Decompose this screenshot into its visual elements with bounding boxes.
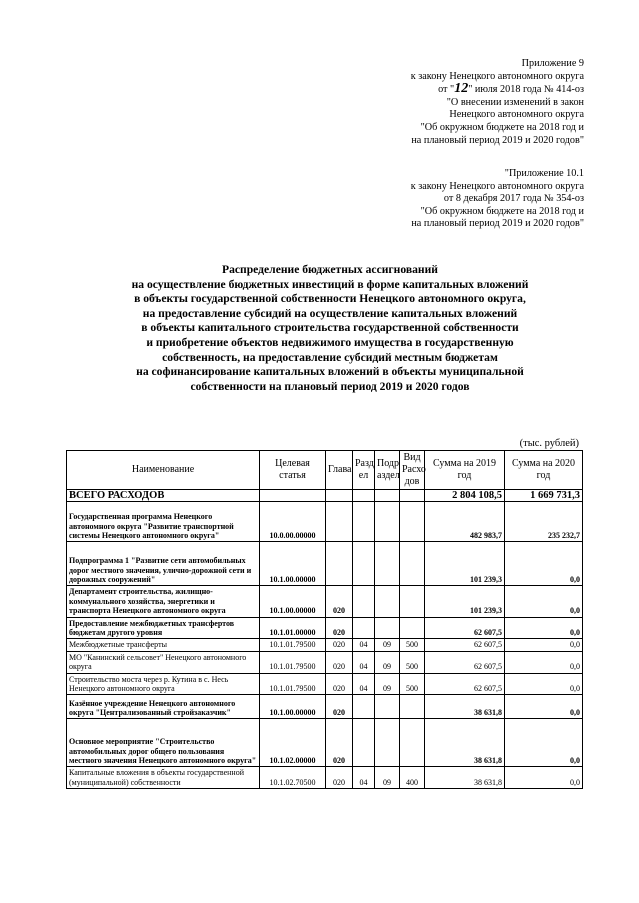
row-name: МО "Канинский сельсовет" Ненецкого автономного округа	[67, 651, 260, 673]
row-glava: 020	[326, 673, 353, 695]
row-vid	[400, 542, 425, 586]
row-glava: 020	[326, 651, 353, 673]
appendix-header	[411, 58, 584, 147]
row-sum-2019: 101 239,3	[425, 542, 505, 586]
row-glava: 020	[326, 719, 353, 767]
row-podrazdel	[375, 542, 400, 586]
row-sum-2020: 0,0	[505, 719, 583, 767]
table-row	[67, 673, 583, 695]
table-row	[67, 719, 583, 767]
row-target-article: 10.1.01.79500	[260, 639, 326, 651]
table-cell	[375, 490, 400, 502]
row-vid	[400, 617, 425, 639]
units-label: (тыс. рублей)	[519, 438, 579, 449]
header-line: "О внесении изменений в закон	[446, 96, 584, 108]
total-row	[67, 490, 583, 502]
table-row	[67, 617, 583, 639]
title-line: Распределение бюджетных ассигнований	[222, 263, 438, 276]
row-sum-2020: 0,0	[505, 617, 583, 639]
row-podrazdel: 09	[375, 767, 400, 789]
handwritten-day: 12	[454, 81, 469, 97]
row-sum-2019: 62 607,5	[425, 617, 505, 639]
row-sum-2020: 0,0	[505, 695, 583, 719]
table-header-row	[67, 451, 583, 490]
title-line: на софинансирование капитальных вложений в объекты муниципальной	[136, 365, 524, 379]
appendix-subheader	[411, 168, 584, 231]
row-razdel	[353, 695, 375, 719]
row-razdel: 04	[353, 651, 375, 673]
row-glava: 020	[326, 586, 353, 617]
title-line: и приобретение объектов недвижимого имущества в государственную	[146, 335, 514, 349]
total-label: ВСЕГО РАСХОДОВ	[67, 490, 260, 502]
row-target-article: 10.1.01.00000	[260, 617, 326, 639]
row-sum-2019: 38 631,8	[425, 767, 505, 789]
row-target-article: 10.0.00.00000	[260, 502, 326, 542]
row-target-article: 10.1.00.00000	[260, 542, 326, 586]
table-cell	[326, 490, 353, 502]
row-target-article: 10.1.00.00000	[260, 695, 326, 719]
row-name: Департамент строительства, жилищно-коммунального хозяйства, энергетики и транспорта Ненецкого автономного округа	[67, 586, 260, 617]
header-date-suffix: " июля 2018 года № 414-оз	[468, 84, 584, 96]
row-glava	[326, 502, 353, 542]
table-cell	[260, 490, 326, 502]
table-row	[67, 542, 583, 586]
row-sum-2020: 0,0	[505, 639, 583, 651]
row-glava	[326, 542, 353, 586]
row-name: Казённое учреждение Ненецкого автономного округа "Централизованный стройзаказчик"	[67, 695, 260, 719]
row-name: Капитальные вложения в объекты государственной (муниципальной) собственности	[67, 767, 260, 789]
header-date-line	[411, 83, 584, 97]
row-razdel	[353, 502, 375, 542]
column-header-sum-2019: Сумма на 2019 год	[425, 451, 505, 490]
row-razdel	[353, 719, 375, 767]
row-vid	[400, 719, 425, 767]
row-podrazdel	[375, 586, 400, 617]
table-row	[67, 767, 583, 789]
header-line: на плановый период 2019 и 2020 годов"	[411, 218, 584, 230]
table-cell	[400, 490, 425, 502]
table-row	[67, 502, 583, 542]
row-razdel: 04	[353, 767, 375, 789]
row-razdel	[353, 586, 375, 617]
row-podrazdel: 09	[375, 639, 400, 651]
row-sum-2020: 0,0	[505, 651, 583, 673]
column-header-name: Наименование	[67, 451, 260, 490]
title-line: собственности на плановый период 2019 и 2020 годов	[190, 379, 470, 393]
title-line: на предоставление субсидий на осуществление капитальных вложений	[142, 306, 518, 320]
header-line: "Об окружном бюджете на 2018 год и	[420, 205, 584, 217]
row-razdel: 04	[353, 673, 375, 695]
row-target-article: 10.1.01.79500	[260, 673, 326, 695]
document-title	[40, 263, 620, 394]
row-sum-2019: 62 607,5	[425, 639, 505, 651]
column-header-sum-2020: Сумма на 2020 год	[505, 451, 583, 490]
row-vid	[400, 586, 425, 617]
row-glava: 020	[326, 639, 353, 651]
row-sum-2019: 38 631,8	[425, 695, 505, 719]
header-line: к закону Ненецкого автономного округа	[410, 70, 584, 82]
row-glava: 020	[326, 695, 353, 719]
header-line: на плановый период 2019 и 2020 годов"	[411, 134, 584, 146]
row-sum-2019: 38 631,8	[425, 719, 505, 767]
header-line: к закону Ненецкого автономного округа	[410, 180, 584, 192]
row-name: Основное мероприятие "Строительство автомобильных дорог общего пользования местного значения Ненецкого автономного округа"	[67, 719, 260, 767]
row-sum-2019: 482 983,7	[425, 502, 505, 542]
row-glava: 020	[326, 617, 353, 639]
column-header-vid: Вид Расхо дов	[400, 451, 425, 490]
total-sum-2019: 2 804 108,5	[425, 490, 505, 502]
table-cell	[353, 490, 375, 502]
column-header-podrazdel: Подр аздел	[375, 451, 400, 490]
row-name: Государственная программа Ненецкого автономного округа "Развитие транспортной системы Ненецкого автономного округа"	[67, 502, 260, 542]
row-podrazdel	[375, 617, 400, 639]
row-sum-2020: 0,0	[505, 767, 583, 789]
row-razdel	[353, 617, 375, 639]
title-line: в объекты капитального строительства государственной собственности	[141, 321, 519, 335]
row-podrazdel	[375, 502, 400, 542]
row-podrazdel	[375, 695, 400, 719]
row-podrazdel: 09	[375, 651, 400, 673]
row-target-article: 10.1.01.79500	[260, 651, 326, 673]
title-line: в объекты государственной собственности Ненецкого автономного округа,	[134, 292, 526, 306]
row-name: Предоставление межбюджетных трансфертов бюджетам другого уровня	[67, 617, 260, 639]
budget-table	[66, 450, 583, 789]
row-sum-2020: 0,0	[505, 542, 583, 586]
row-sum-2020: 0,0	[505, 586, 583, 617]
row-vid	[400, 695, 425, 719]
row-target-article: 10.1.02.00000	[260, 719, 326, 767]
header-line: от 8 декабря 2017 года № 354-оз	[443, 193, 584, 205]
column-header-target: Целевая статья	[260, 451, 326, 490]
row-name: Подпрограмма 1 "Развитие сети автомобильных дорог местного значения, улично-дорожной сети и дорожных сооружений"	[67, 542, 260, 586]
row-podrazdel: 09	[375, 673, 400, 695]
table-row	[67, 695, 583, 719]
table-row	[67, 639, 583, 651]
row-podrazdel	[375, 719, 400, 767]
header-line: Приложение 9	[521, 58, 584, 69]
row-glava: 020	[326, 767, 353, 789]
header-line: "Приложение 10.1	[504, 168, 584, 179]
header-line: "Об окружном бюджете на 2018 год и	[420, 121, 584, 133]
row-vid: 500	[400, 673, 425, 695]
row-sum-2019: 62 607,5	[425, 651, 505, 673]
table-row	[67, 586, 583, 617]
column-header-glava: Глава	[326, 451, 353, 490]
row-sum-2020: 235 232,7	[505, 502, 583, 542]
header-line: Ненецкого автономного округа	[449, 109, 584, 121]
header-date-prefix: от "	[438, 84, 455, 96]
title-line: собственность, на предоставление субсидий местным бюджетам	[162, 350, 498, 364]
row-razdel: 04	[353, 639, 375, 651]
row-razdel	[353, 542, 375, 586]
row-target-article: 10.1.02.70500	[260, 767, 326, 789]
row-name: Строительство моста через р. Кутина в с. Несь Ненецкого автономного округа	[67, 673, 260, 695]
row-sum-2019: 62 607,5	[425, 673, 505, 695]
row-vid: 500	[400, 639, 425, 651]
total-sum-2020: 1 669 731,3	[505, 490, 583, 502]
row-name: Межбюджетные трансферты	[67, 639, 260, 651]
table-row	[67, 651, 583, 673]
row-vid: 500	[400, 651, 425, 673]
title-line: на осуществление бюджетных инвестиций в форме капитальных вложений	[131, 277, 529, 291]
row-sum-2020: 0,0	[505, 673, 583, 695]
row-vid: 400	[400, 767, 425, 789]
row-target-article: 10.1.00.00000	[260, 586, 326, 617]
row-vid	[400, 502, 425, 542]
row-sum-2019: 101 239,3	[425, 586, 505, 617]
column-header-razdel: Разд ел	[353, 451, 375, 490]
